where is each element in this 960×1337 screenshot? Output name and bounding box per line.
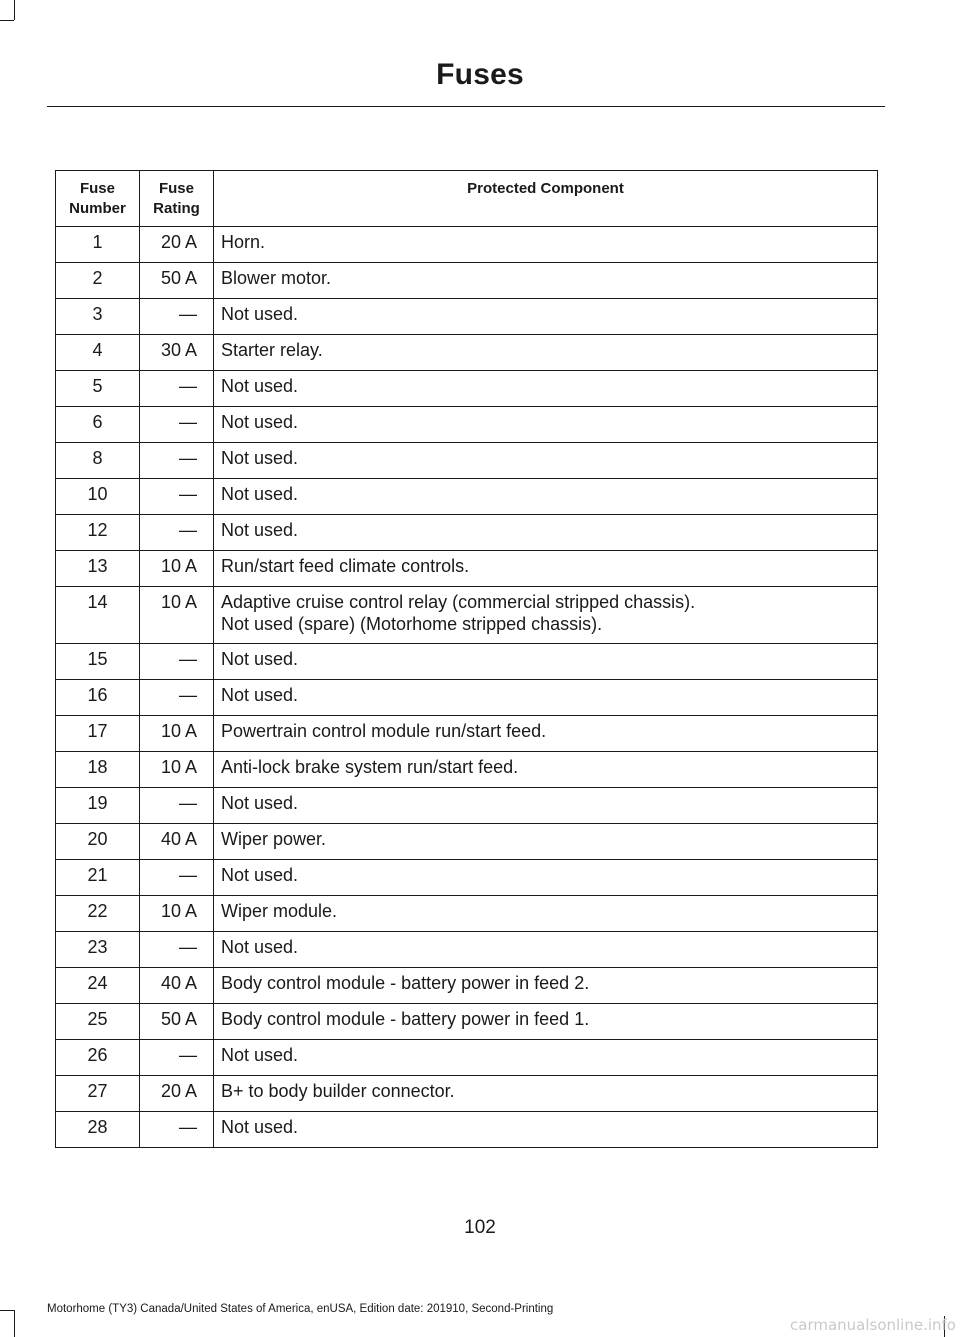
table-row [56,227,878,263]
table-row [56,1112,878,1148]
fuse-rating-cell: 30 A [140,335,214,371]
fuse-number-cell: 16 [56,680,140,716]
fuse-number-cell: 17 [56,716,140,752]
table-row [56,1004,878,1040]
table-row [56,515,878,551]
table-row [56,932,878,968]
fuse-number-cell: 26 [56,1040,140,1076]
fuse-number-cell: 5 [56,371,140,407]
fuse-rating-cell: — [140,407,214,443]
fuse-number-cell: 2 [56,263,140,299]
protected-component-cell: Not used. [214,788,878,824]
protected-component-cell: Wiper module. [214,896,878,932]
fuse-rating-cell: — [140,299,214,335]
crop-mark [14,0,15,20]
fuse-number-cell: 20 [56,824,140,860]
protected-component-cell: Starter relay. [214,335,878,371]
table-row [56,968,878,1004]
protected-component-cell: B+ to body builder connector. [214,1076,878,1112]
fuse-rating-cell: 10 A [140,551,214,587]
fuse-number-cell: 21 [56,860,140,896]
fuse-number-cell: 8 [56,443,140,479]
table-row [56,1040,878,1076]
table-row [56,860,878,896]
fuse-table [55,170,878,1148]
title-divider [47,106,885,107]
fuse-rating-cell: 10 A [140,716,214,752]
fuse-number-cell: 23 [56,932,140,968]
fuse-number-cell: 28 [56,1112,140,1148]
fuse-number-cell: 12 [56,515,140,551]
protected-component-cell: Not used. [214,515,878,551]
protected-component-cell: Horn. [214,227,878,263]
header-protected-component: Protected Component [214,171,878,227]
fuse-rating-cell: — [140,479,214,515]
table-row [56,299,878,335]
table-row [56,407,878,443]
protected-component-cell: Body control module - battery power in feed 1. [214,1004,878,1040]
table-row [56,335,878,371]
protected-component-cell: Not used. [214,443,878,479]
fuse-rating-cell: 20 A [140,1076,214,1112]
protected-component-cell: Not used. [214,371,878,407]
fuse-number-cell: 27 [56,1076,140,1112]
protected-component-cell: Blower motor. [214,263,878,299]
protected-component-cell: Not used. [214,479,878,515]
protected-component-cell: Not used. [214,299,878,335]
table-row [56,1076,878,1112]
fuse-rating-cell: — [140,932,214,968]
crop-mark [14,1310,15,1337]
table-row [56,752,878,788]
table-row [56,443,878,479]
table-row [56,263,878,299]
fuse-rating-cell: — [140,443,214,479]
fuse-rating-cell: — [140,644,214,680]
table-row [56,371,878,407]
fuse-rating-cell: — [140,1112,214,1148]
protected-component-cell: Adaptive cruise control relay (commercial stripped chassis). Not used (spare) (Motorhome stripped chassis). [214,587,878,644]
table-row [56,788,878,824]
page-number: 102 [464,1217,496,1238]
fuse-rating-cell: 40 A [140,824,214,860]
fuse-rating-cell: 10 A [140,896,214,932]
fuse-number-cell: 22 [56,896,140,932]
fuse-rating-cell: — [140,680,214,716]
protected-component-cell: Not used. [214,1040,878,1076]
table-header-row [56,171,878,227]
fuse-rating-cell: 50 A [140,263,214,299]
table-row [56,896,878,932]
table-row [56,716,878,752]
table-row [56,824,878,860]
protected-component-cell: Not used. [214,680,878,716]
fuse-number-cell: 10 [56,479,140,515]
crop-mark [0,20,14,21]
protected-component-cell: Not used. [214,644,878,680]
footer-edition-info: Motorhome (TY3) Canada/United States of America, enUSA, Edition date: 201910, Second-Printing [47,1303,554,1315]
fuse-number-cell: 18 [56,752,140,788]
protected-component-cell: Anti-lock brake system run/start feed. [214,752,878,788]
fuse-rating-cell: — [140,1040,214,1076]
protected-component-cell: Powertrain control module run/start feed. [214,716,878,752]
protected-component-cell: Not used. [214,407,878,443]
fuse-number-cell: 1 [56,227,140,263]
fuse-rating-cell: 50 A [140,1004,214,1040]
fuse-number-cell: 14 [56,587,140,644]
fuse-rating-cell: 10 A [140,752,214,788]
fuse-rating-cell: 40 A [140,968,214,1004]
table-row [56,479,878,515]
table-row [56,644,878,680]
protected-component-cell: Body control module - battery power in feed 2. [214,968,878,1004]
header-fuse-rating: Fuse Rating [140,171,214,227]
protected-component-cell: Wiper power. [214,824,878,860]
fuse-table-body [56,227,878,1148]
table-row [56,551,878,587]
protected-component-cell: Not used. [214,932,878,968]
protected-component-cell: Not used. [214,1112,878,1148]
fuse-rating-cell: — [140,860,214,896]
fuse-rating-cell: — [140,788,214,824]
table-row [56,587,878,644]
fuse-number-cell: 24 [56,968,140,1004]
fuse-number-cell: 6 [56,407,140,443]
fuse-number-cell: 15 [56,644,140,680]
crop-mark [0,1310,14,1311]
fuse-number-cell: 4 [56,335,140,371]
fuse-rating-cell: 20 A [140,227,214,263]
table-row [56,680,878,716]
watermark: carmanualsonline.info [790,1316,956,1334]
fuse-rating-cell: — [140,371,214,407]
fuse-rating-cell: 10 A [140,587,214,644]
fuse-number-cell: 25 [56,1004,140,1040]
protected-component-cell: Run/start feed climate controls. [214,551,878,587]
page-title: Fuses [436,58,524,91]
header-fuse-number: Fuse Number [56,171,140,227]
protected-component-cell: Not used. [214,860,878,896]
fuse-rating-cell: — [140,515,214,551]
fuse-number-cell: 3 [56,299,140,335]
fuse-number-cell: 13 [56,551,140,587]
fuse-number-cell: 19 [56,788,140,824]
